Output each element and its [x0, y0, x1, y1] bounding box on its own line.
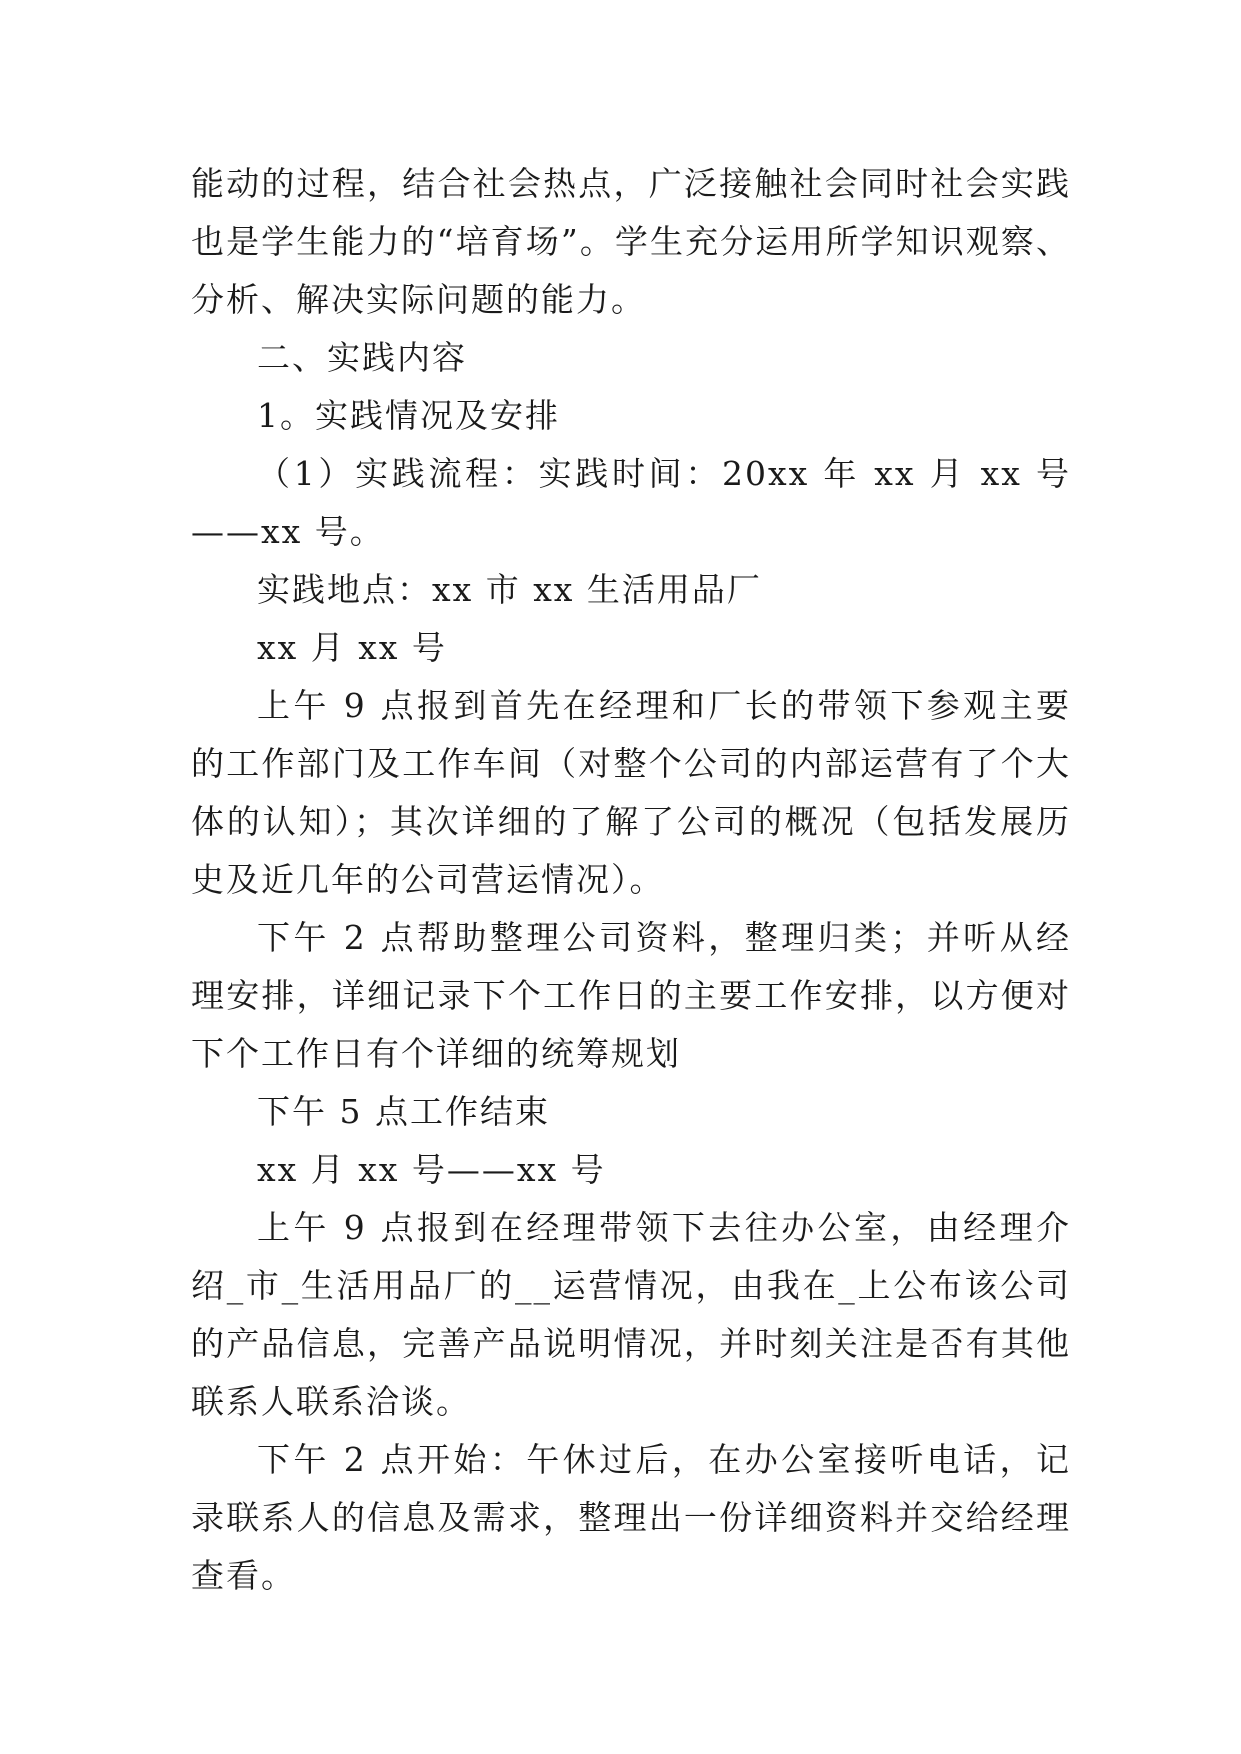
document-body — [191, 155, 1071, 1605]
paragraph-practice-location: 实践地点：xx 市 xx 生活用品厂 — [257, 570, 762, 609]
paragraph-afternoon-first-day: 下午 2 点帮助整理公司资料，整理归类；并听从经理安排，详细记录下个工作日的主要工作安排，以方便对下个工作日有个详细的统筹规划 — [191, 918, 1071, 1073]
date-heading-range: xx 月 xx 号——xx 号 — [257, 1150, 606, 1189]
paragraph-morning-first-day: 上午 9 点报到首先在经理和厂长的带领下参观主要的工作部门及工作车间（对整个公司的内部运营有了个大体的认知）；其次详细的了解了公司的概况（包括发展历史及近几年的公司营运情况）。 — [191, 686, 1071, 899]
date-heading-first-day: xx 月 xx 号 — [257, 628, 447, 667]
section-heading-practice-content: 二、实践内容 — [257, 338, 467, 377]
paragraph-work-end: 下午 5 点工作结束 — [257, 1092, 550, 1131]
paragraph-intro-continued: 能动的过程，结合社会热点，广泛接触社会同时社会实践也是学生能力的“培育场”。学生充分运用所学知识观察、分析、解决实际问题的能力。 — [191, 164, 1071, 319]
paragraph-afternoon-phone: 下午 2 点开始：午休过后，在办公室接听电话，记录联系人的信息及需求，整理出一份详细资料并交给经理查看。 — [191, 1440, 1071, 1595]
paragraph-practice-process: （1）实践流程：实践时间：20xx 年 xx 月 xx 号——xx 号。 — [191, 454, 1071, 551]
paragraph-morning-office: 上午 9 点报到在经理带领下去往办公室，由经理介绍_市_生活用品厂的__运营情况，由我在_上公布该公司的产品信息，完善产品说明情况，并时刻关注是否有其他联系人联系洽谈。 — [191, 1208, 1071, 1421]
subsection-heading-arrangement: 1。实践情况及安排 — [257, 396, 560, 435]
